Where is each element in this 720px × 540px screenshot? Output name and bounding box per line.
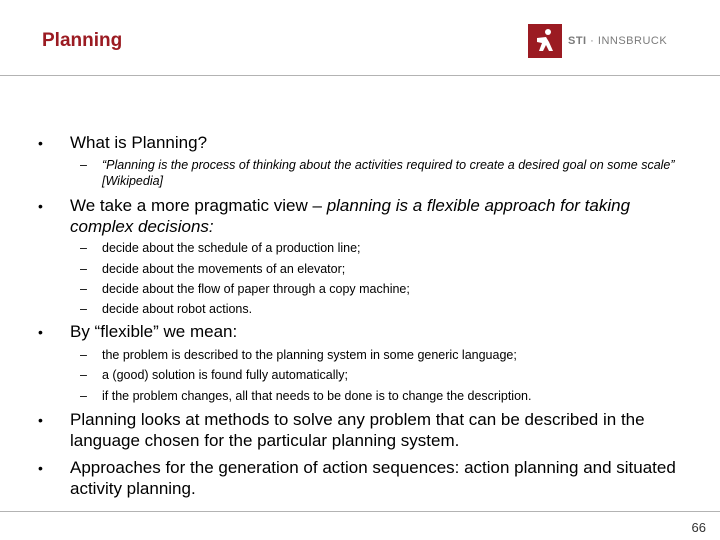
logo-text [568, 35, 667, 47]
logo-separator: · [586, 35, 598, 47]
sub-production-line: decide about the schedule of a production line; [102, 241, 361, 255]
dash-marker: – [80, 262, 87, 276]
dash-marker: – [80, 389, 87, 403]
bullet-what-is-planning: What is Planning? [70, 133, 208, 152]
dash-marker: – [80, 241, 87, 255]
dash-marker: – [80, 158, 87, 172]
bullet-pragmatic-view [70, 195, 690, 237]
sub-automatic-solution: a (good) solution is found fully automatically; [102, 368, 348, 382]
bullet-marker: • [38, 324, 43, 340]
bullet-marker: • [38, 135, 43, 151]
pragmatic-view-text: We take a more pragmatic view – [70, 196, 327, 215]
bullet-marker: • [38, 198, 43, 214]
page-number: 66 [691, 520, 706, 535]
dash-marker: – [80, 282, 87, 296]
sub-generic-language: the problem is described to the planning system in some generic language; [102, 348, 517, 362]
bullet-marker: • [38, 412, 43, 428]
logo-name: INNSBRUCK [597, 35, 668, 47]
header-divider [0, 75, 720, 76]
sub-copy-machine: decide about the flow of paper through a copy machine; [102, 282, 410, 296]
slide-title: Planning [42, 30, 123, 51]
sub-change-description: if the problem changes, all that needs to be done is to change the description. [102, 389, 532, 403]
dash-marker: – [80, 302, 87, 316]
sub-robot-actions: decide about robot actions. [102, 302, 253, 316]
bullet-approaches: Approaches for the generation of action sequences: action planning and situated activity planning. [70, 458, 676, 498]
logo-brand: STI [568, 35, 587, 47]
pragmatic-view-italic: planning is a flexible approach for taking complex decisions: [70, 196, 631, 236]
bullet-marker: • [38, 460, 43, 476]
sub-wikipedia-definition [102, 157, 692, 189]
dash-marker: – [80, 368, 87, 382]
definition-quote: “Planning is the process of thinking about the activities required to create a desired goal on some scale” [Wikipedia] [102, 158, 675, 188]
logo-mark-icon [528, 24, 562, 58]
sub-elevator: decide about the movements of an elevator; [102, 262, 346, 276]
bullet-flexible: By “flexible” we mean: [70, 322, 238, 341]
dash-marker: – [80, 348, 87, 362]
footer-divider [0, 511, 720, 512]
bullet-planning-methods: Planning looks at methods to solve any problem that can be described in the language chosen for the particular planning system. [70, 410, 645, 450]
